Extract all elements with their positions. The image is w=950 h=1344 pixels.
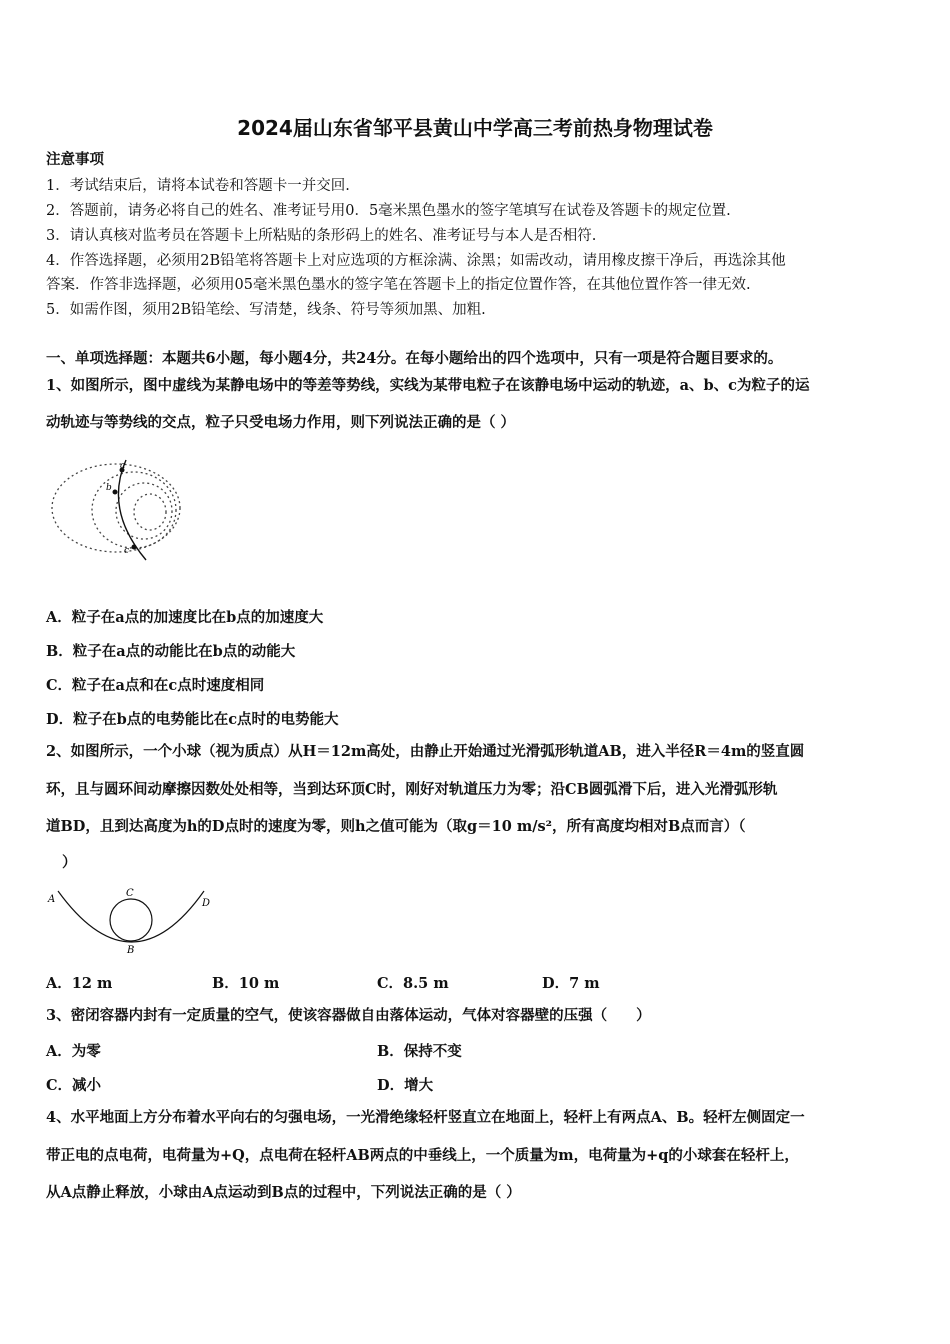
fig-label-A: A [48,894,56,905]
q1-option-c: C．粒子在a点和在c点时速度相同 [46,677,265,694]
q4-stem-line: 4、水平地面上方分布着水平向右的匀强电场，一光滑绝缘轻杆竖直立在地面上，轻杆上有两点A、B。轻杆左侧固定一 [46,1109,805,1126]
q3-stem-line: 3、密闭容器内封有一定质量的空气，使该容器做自由落体运动，气体对容器壁的压强（ ） [46,1007,651,1024]
q2-option-a: A．12 m [46,975,113,992]
q1-option-d: D．粒子在b点的电势能比在c点时的电势能大 [46,711,339,728]
q4-stem-line: 带正电的点电荷，电荷量为+Q，点电荷在轻杆AB两点的中垂线上，一个质量为m，电荷量为+q的小球套在轻杆上， [46,1147,799,1164]
q4-stem-line: 从A点静止释放，小球由A点运动到B点的过程中，下列说法正确的是（ ） [46,1184,521,1201]
q3-option-d: D．增大 [377,1077,434,1094]
q2-stem-line: ） [62,854,77,871]
q2-option-d: D．7 m [542,975,600,992]
q3-option-c: C．减小 [46,1077,102,1094]
q1-option-a: A．粒子在a点的加速度比在b点的加速度大 [46,609,324,626]
point-b [113,490,118,495]
fig-label-D: D [202,898,211,909]
note-item: 答案．作答非选择题，必须用05毫米黑色墨水的签字笔在答题卡上的指定位置作答，在其他位置作答一律无效. [46,277,751,293]
q2-option-b: B．10 m [212,975,280,992]
q2-stem-line: 2、如图所示，一个小球（视为质点）从H＝12m高处，由静止开始通过光滑弧形轨道AB，进入半径R＝4m的竖直圆 [46,743,805,760]
fig-label-a: a [120,461,126,471]
q2-option-c: C．8.5 m [377,975,449,992]
equipotential-line [134,494,166,530]
note-item: 4．作答选择题，必须用2B铅笔将答题卡上对应选项的方框涂满、涂黑；如需改动，请用橡皮擦干净后，再选涂其他 [46,253,786,269]
note-item: 1．考试结束后，请将本试卷和答题卡一并交回. [46,178,350,194]
notes-heading: 注意事项 [46,151,104,168]
fig-label-b: b [106,483,112,493]
fig-label-c: c [124,546,130,556]
q1-equipotential-figure [46,450,196,580]
q2-stem-line: 环，且与圆环间动摩擦因数处处相等，当到达环顶C时，刚好对轨道压力为零；沿CB圆弧滑下后，进入光滑弧形轨 [46,781,778,798]
note-item: 3．请认真核对监考员在答题卡上所粘贴的条形码上的姓名、准考证号与本人是否相符. [46,228,597,244]
page-title: 2024届山东省邹平县黄山中学高三考前热身物理试卷 [237,116,713,140]
point-c [132,545,137,550]
q2-stem-line: 道BD，且到达高度为h的D点时的速度为零，则h之值可能为（取g＝10 m/s²，所有高度均相对B点而言）（ [46,818,746,835]
q1-stem-line: 动轨迹与等势线的交点，粒子只受电场力作用，则下列说法正确的是（ ） [46,414,516,431]
q3-option-b: B．保持不变 [377,1043,462,1060]
fig-label-C: C [126,888,134,899]
fig-label-B: B [127,945,135,956]
vertical-loop [110,899,152,941]
section-heading: 一、单项选择题：本题共6小题，每小题4分，共24分。在每小题给出的四个选项中，只有一项是符合题目要求的。 [46,350,783,367]
q1-stem-line: 1、如图所示，图中虚线为某静电场中的等差等势线，实线为某带电粒子在该静电场中运动的轨迹，a、b、c为粒子的运 [46,377,810,394]
particle-trajectory [118,460,146,560]
q2-track-figure [46,885,216,957]
note-item: 5．如需作图，须用2B铅笔绘、写清楚，线条、符号等须加黑、加粗. [46,302,486,318]
note-item: 2．答题前，请务必将自己的姓名、准考证号用0．5毫米黑色墨水的签字笔填写在试卷及答题卡的规定位置. [46,203,731,219]
equipotential-line [116,483,172,539]
q1-option-b: B．粒子在a点的动能比在b点的动能大 [46,643,296,660]
q3-option-a: A．为零 [46,1043,101,1060]
